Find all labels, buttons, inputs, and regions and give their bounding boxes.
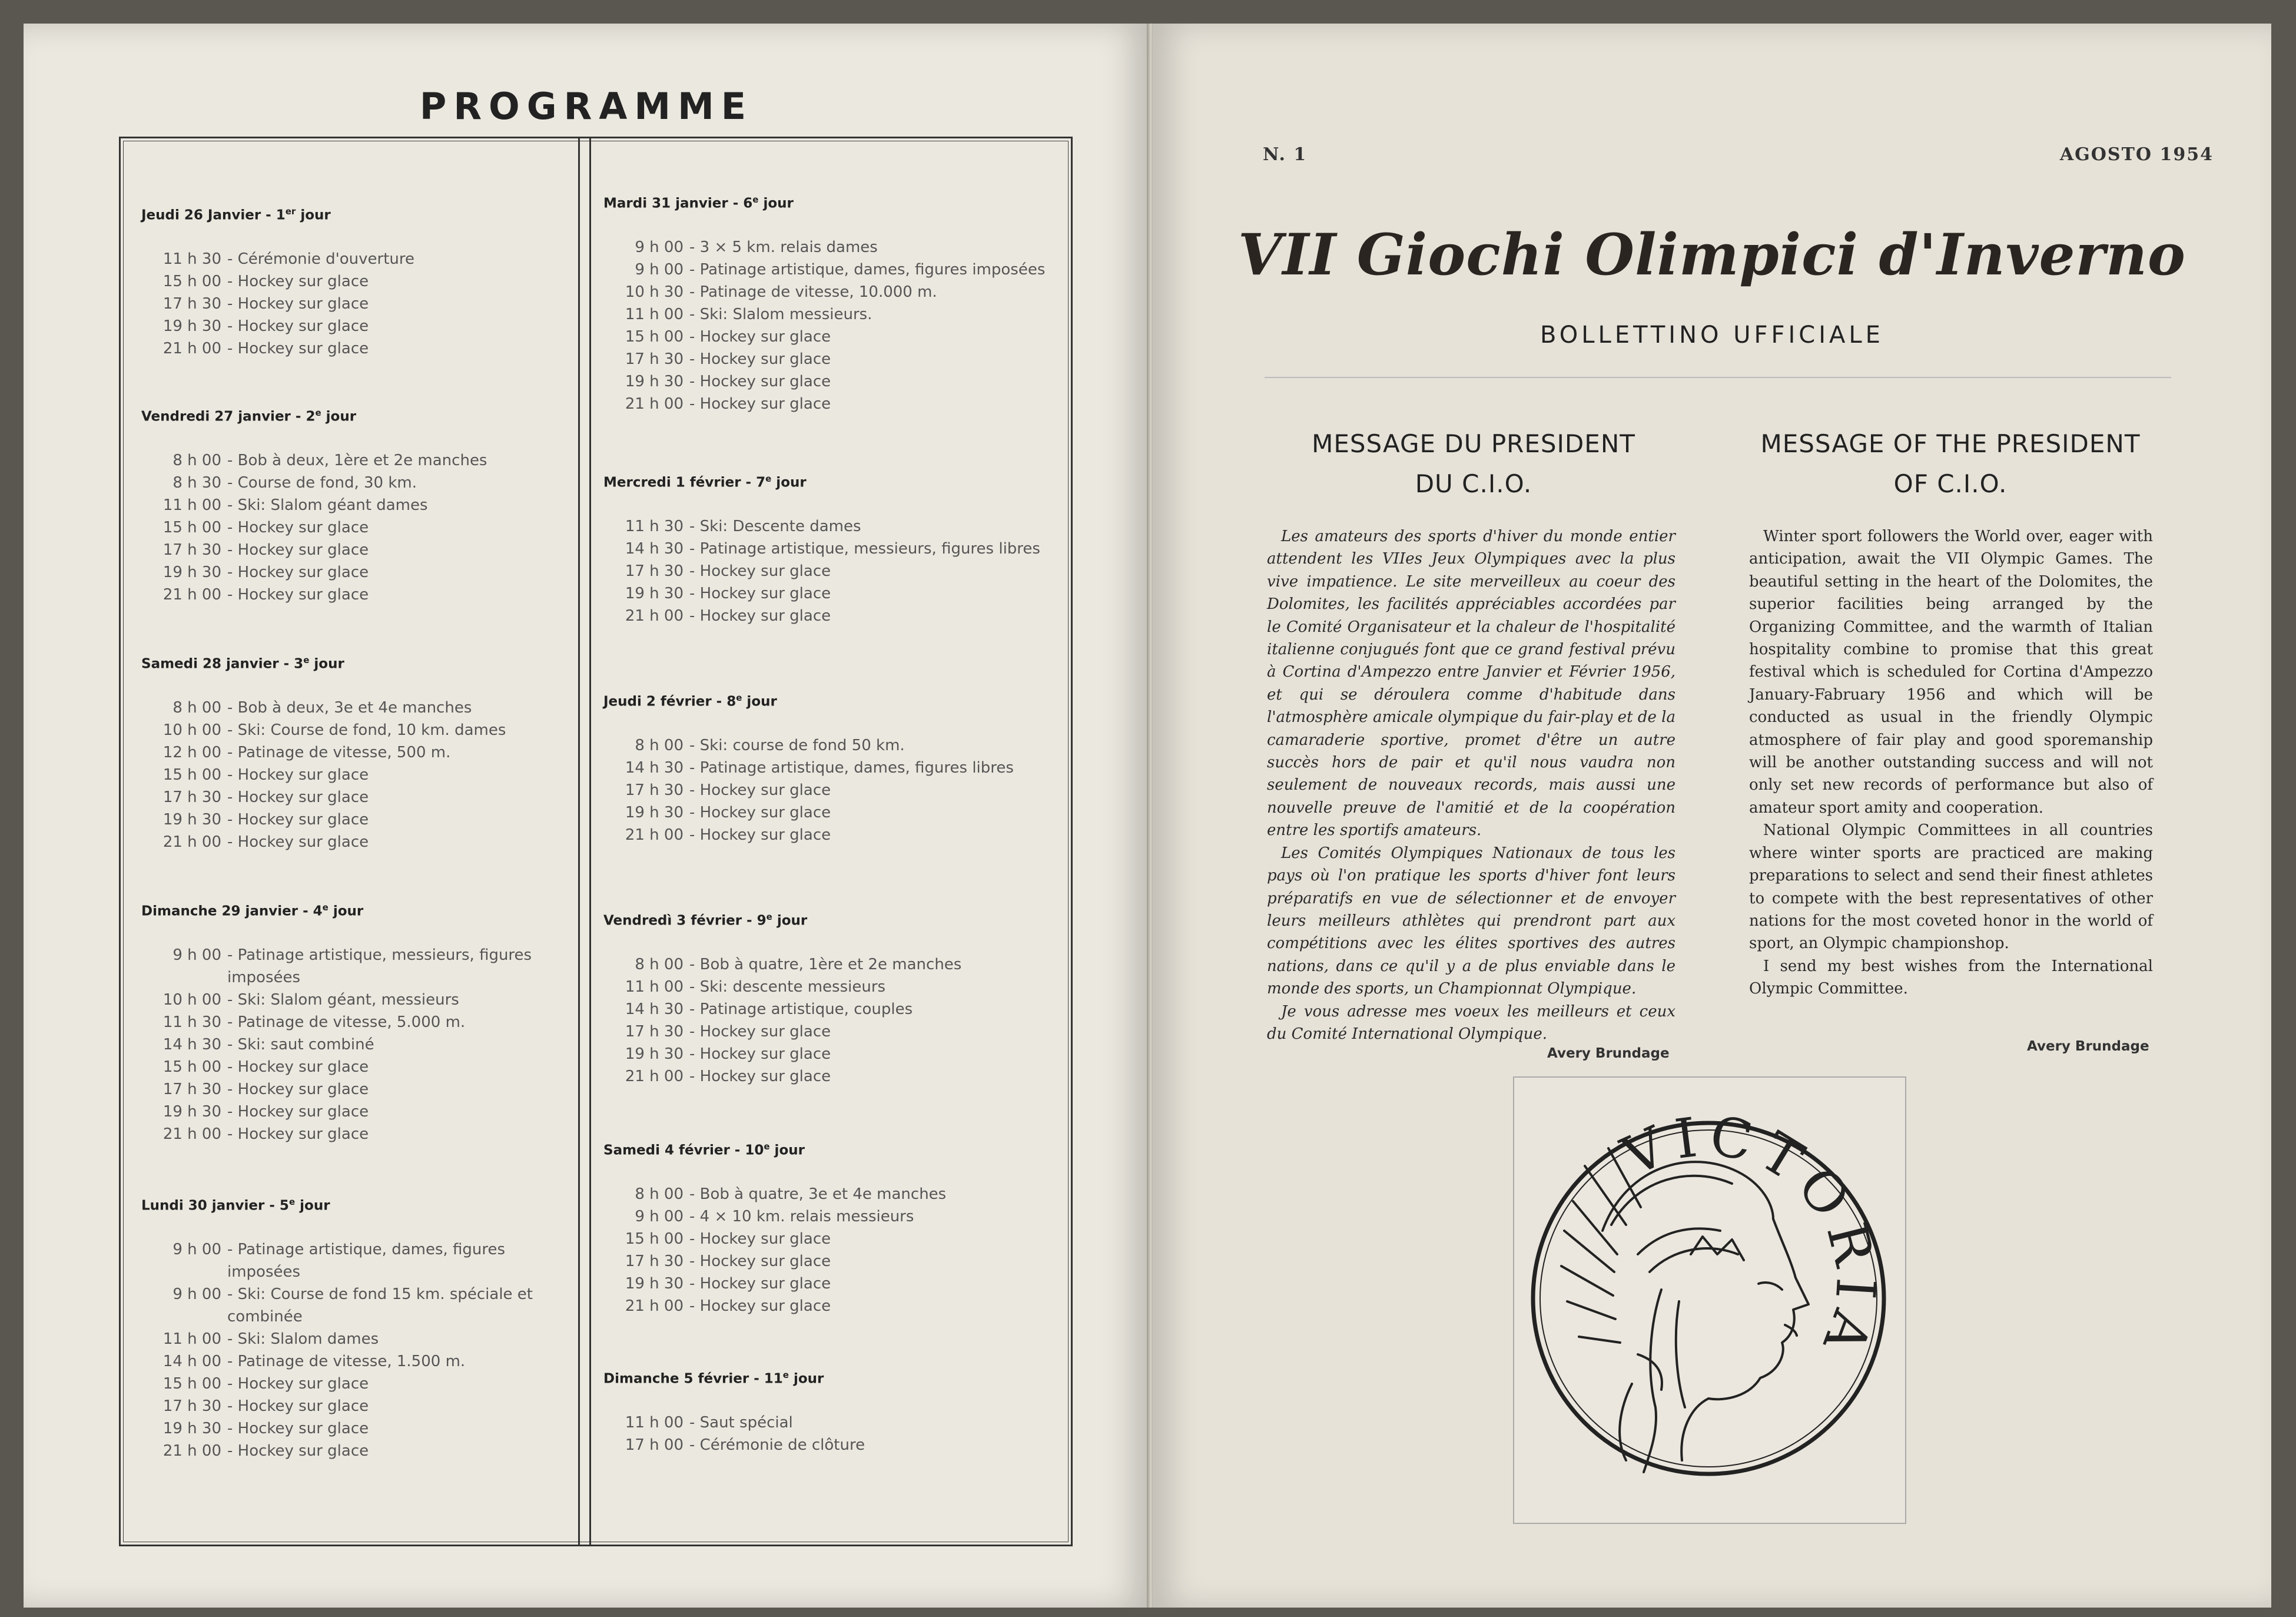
event-time: 9 h 00 (635, 260, 684, 279)
event-row (141, 1440, 565, 1462)
day-heading-label: Lundi 30 janvier - 5 (141, 1198, 289, 1214)
event-time: 8 h 00 (635, 736, 684, 754)
day-heading-ordinal: e (765, 473, 772, 484)
event-row (141, 1328, 565, 1350)
event-description: - Hockey sur glace (227, 1442, 369, 1460)
event-description: - Hockey sur glace (227, 1397, 369, 1415)
day-heading-ordinal: e (303, 655, 310, 665)
event-row (603, 976, 1051, 998)
event-row (141, 1238, 565, 1283)
message-fr-paragraph: Je vous adresse mes voeux les meilleurs et ceux du Comité International Olympique. (1267, 1002, 1675, 1043)
event-time: 11 h 00 (625, 305, 684, 323)
message-en-title-line1: MESSAGE OF THE PRESIDENT (1760, 429, 2141, 458)
day-heading-label: Vendredi 27 janvier - 2 (141, 409, 316, 425)
event-description: - Hockey sur glace (689, 584, 831, 602)
event-row (603, 515, 1051, 538)
event-time: 9 h 00 (635, 1207, 684, 1225)
event-row (603, 582, 1051, 605)
event-description: - Hockey sur glace (227, 788, 369, 806)
day-block (141, 902, 565, 1145)
event-time: 8 h 00 (635, 1185, 684, 1203)
day-block (603, 1141, 1051, 1317)
event-time: 19 h 30 (625, 372, 684, 390)
event-time: 19 h 30 (625, 803, 684, 821)
event-description: - Hockey sur glace (227, 1419, 369, 1437)
day-heading-label: Samedi 4 février - 10 (603, 1142, 764, 1158)
event-row (603, 1183, 1051, 1205)
column-divider (578, 137, 591, 1546)
day-heading-tail: jour (309, 656, 344, 672)
event-description: - Hockey sur glace (227, 541, 369, 559)
day-heading-label: Mercredi 1 février - 7 (603, 475, 766, 491)
event-row (603, 605, 1051, 627)
event-description: - Ski: Slalom dames (227, 1330, 379, 1348)
event-description: - Hockey sur glace (689, 826, 831, 844)
day-heading-tail: jour (295, 1198, 330, 1214)
event-time: 14 h 30 (162, 1035, 221, 1053)
event-description: - Cérémonie d'ouverture (227, 250, 415, 268)
event-description: - Hockey sur glace (227, 766, 369, 784)
event-row (603, 734, 1051, 757)
event-row (603, 1228, 1051, 1250)
event-time: 19 h 30 (162, 317, 221, 335)
day-block (141, 407, 565, 606)
event-description: - Hockey sur glace (227, 1102, 369, 1121)
event-time: 19 h 30 (162, 810, 221, 829)
event-row (141, 561, 565, 584)
event-description: - Ski: Descente dames (689, 517, 861, 535)
event-row (603, 824, 1051, 846)
event-time: 14 h 00 (162, 1352, 221, 1370)
event-row (603, 393, 1051, 415)
event-time: 21 h 00 (162, 585, 221, 604)
day-heading-label: Dimanche 5 février - 11 (603, 1371, 783, 1387)
event-description: - Patinage artistique, messieurs, figures imposées (227, 946, 532, 986)
event-description: - Hockey sur glace (227, 317, 369, 335)
event-time: 21 h 00 (625, 826, 684, 844)
event-time: 21 h 00 (625, 607, 684, 625)
day-heading (603, 1141, 1051, 1158)
message-fr-title-line1: MESSAGE DU PRESIDENT (1312, 429, 1635, 458)
event-description: - Bob à deux, 3e et 4e manches (227, 698, 472, 717)
event-row (141, 494, 565, 516)
event-row (603, 1020, 1051, 1043)
event-time: 11 h 00 (162, 496, 221, 514)
event-time: 8 h 00 (635, 955, 684, 973)
event-time: 14 h 30 (625, 539, 684, 558)
event-description: - Ski: Slalom géant dames (227, 496, 428, 514)
day-heading-tail: jour (321, 409, 357, 425)
event-row (603, 259, 1051, 281)
event-description: - Ski: saut combiné (227, 1035, 374, 1053)
event-description: - Hockey sur glace (227, 339, 369, 357)
day-block (141, 1197, 565, 1462)
event-row (141, 1283, 565, 1328)
event-description: - Course de fond, 30 km. (227, 473, 417, 492)
day-block (141, 655, 565, 853)
day-heading-tail: jour (769, 1142, 805, 1158)
programme-title: PROGRAMME (419, 85, 754, 128)
event-time: 19 h 30 (162, 1102, 221, 1121)
day-heading-label: Mardi 31 janvier - 6 (603, 196, 753, 211)
message-en-title (1733, 424, 2168, 504)
event-time: 17 h 30 (625, 562, 684, 580)
day-heading-label: Jeudi 2 février - 8 (603, 694, 736, 710)
event-description: - Hockey sur glace (689, 1022, 831, 1041)
event-description: - Hockey sur glace (689, 1045, 831, 1063)
message-en-paragraph: I send my best wishes from the International Olympic Committee. (1749, 957, 2153, 998)
event-row (603, 998, 1051, 1020)
event-time: 17 h 30 (162, 788, 221, 806)
event-row (603, 538, 1051, 560)
event-time: 10 h 30 (625, 283, 684, 301)
day-heading (141, 655, 565, 672)
event-time: 19 h 30 (162, 563, 221, 581)
event-time: 17 h 30 (162, 1080, 221, 1098)
event-time: 21 h 00 (625, 395, 684, 413)
message-fr-title (1256, 424, 1691, 504)
day-heading-ordinal: e (315, 407, 321, 418)
event-time: 17 h 30 (625, 781, 684, 799)
event-description: - Hockey sur glace (227, 272, 369, 290)
message-en-paragraph: Winter sport followers the World over, eager with anticipation, await the VII Olympic Games. The beautiful setting in the heart of the Dolomites, the superior facilities being arranged by the Organizing Committee, and the warmth of Italian hospitality combine to promise that this great festival which is scheduled for Cortina d'Ampezzo January-Fabruary 1956 and which will be conducted as usual in the friendly Olympic atmosphere of fair play and good sporemanship will be another outstanding success and will not only set new records of performance but also of amateur sport amity and cooperation. (1749, 528, 2153, 817)
message-en-signature: Avery Brundage (2027, 1039, 2149, 1054)
day-block (603, 912, 1051, 1088)
event-description: - Hockey sur glace (689, 372, 831, 390)
event-description: - Hockey sur glace (689, 1297, 831, 1315)
event-description: - Hockey sur glace (227, 1058, 369, 1076)
event-time: 21 h 00 (625, 1297, 684, 1315)
day-block (141, 206, 565, 360)
message-fr-paragraph: Les Comités Olympiques Nationaux de tous les pays où l'on pratique les sports d'hiver font leurs préparatifs en vue de sélectionner et de envoyer leurs meilleurs athlètes qui prendront part aux compétitions avec les élites sportives des autres nations, dans ce qu'il y a de plus enviable dans le monde des sports, un Championnat Olympique. (1267, 844, 1675, 998)
event-time: 17 h 00 (625, 1436, 684, 1454)
event-time: 19 h 30 (625, 1045, 684, 1063)
event-time: 15 h 00 (162, 766, 221, 784)
event-row (141, 741, 565, 764)
event-description: - Hockey sur glace (689, 803, 831, 821)
day-heading (141, 206, 565, 223)
event-description: - Hockey sur glace (227, 294, 369, 313)
event-time: 19 h 30 (625, 584, 684, 602)
day-heading-ordinal: e (752, 194, 759, 205)
event-time: 11 h 30 (162, 1013, 221, 1031)
event-row (141, 1417, 565, 1440)
day-heading-tail: jour (742, 694, 777, 710)
day-heading-ordinal: e (288, 1197, 296, 1207)
event-row (141, 315, 565, 337)
event-row (603, 236, 1051, 259)
day-heading (603, 473, 1051, 491)
event-time: 21 h 00 (162, 833, 221, 851)
event-time: 11 h 00 (625, 1413, 684, 1432)
event-row (141, 472, 565, 494)
coin-inscription: VICTORIA (1613, 1104, 1887, 1369)
day-heading (603, 1370, 1051, 1387)
event-time: 10 h 00 (162, 990, 221, 1009)
event-row (603, 1411, 1051, 1434)
event-description: - Hockey sur glace (227, 518, 369, 536)
event-time: 17 h 30 (625, 1252, 684, 1270)
event-time: 19 h 30 (625, 1274, 684, 1293)
day-heading-ordinal: e (736, 692, 742, 703)
message-fr-signature: Avery Brundage (1547, 1046, 1670, 1061)
event-time: 9 h 00 (172, 1240, 221, 1258)
day-heading-tail: jour (771, 475, 807, 491)
event-row (141, 764, 565, 786)
event-time: 21 h 00 (625, 1067, 684, 1085)
event-time: 10 h 00 (162, 721, 221, 739)
event-time: 11 h 30 (162, 250, 221, 268)
event-description: - Hockey sur glace (689, 350, 831, 368)
event-time: 9 h 00 (635, 238, 684, 256)
event-description: - Hockey sur glace (227, 563, 369, 581)
event-time: 15 h 00 (625, 327, 684, 346)
event-row (141, 337, 565, 360)
event-description: - Ski: Course de fond, 10 km. dames (227, 721, 506, 739)
event-row (603, 281, 1051, 303)
header-rule (1265, 377, 2171, 378)
event-row (141, 449, 565, 472)
event-row (603, 348, 1051, 370)
event-description: - Patinage artistique, couples (689, 1000, 913, 1018)
bulletin-subtitle: BOLLETTINO UFFICIALE (1540, 322, 1884, 349)
day-heading-label: Vendredì 3 février - 9 (603, 913, 767, 929)
day-heading-label: Dimanche 29 janvier - 4 (141, 903, 323, 919)
event-row (603, 801, 1051, 824)
day-block (603, 692, 1051, 846)
message-fr-paragraph: Les amateurs des sports d'hiver du monde entier attendent les VIIes Jeux Olympiques avec la plus vive impatience. Le site merveilleux au coeur des Dolomites, les facilités appréciables accordées par le Comité Organisateur et la chaleur de l'hospitalité italienne conjugués font que ce grand festival prévu à Cortina d'Ampezzo entre Janvier et Février 1956, et qui se déroulera comme d'habitude dans l'atmosphère amicale olympique du fair-play et de la camaraderie sportive, promet d'être un autre succès hors de pair et qu'il nous vaudra non seulement de nouveaux records, mais aussi une nouvelle preuve de l'amitié et de la coopération entre les sportifs amateurs. (1267, 528, 1675, 840)
event-description: - Hockey sur glace (227, 1374, 369, 1393)
event-description: - Hockey sur glace (689, 395, 831, 413)
day-heading (141, 902, 565, 919)
event-description: - Hockey sur glace (689, 607, 831, 625)
event-row (141, 270, 565, 293)
event-description: - Hockey sur glace (689, 327, 831, 346)
event-time: 17 h 30 (162, 294, 221, 313)
message-fr-body (1267, 525, 1675, 1045)
day-heading (603, 194, 1051, 211)
event-time: 21 h 00 (162, 1125, 221, 1143)
event-row (603, 779, 1051, 801)
event-time: 9 h 00 (172, 946, 221, 964)
event-description: - Patinage de vitesse, 1.500 m. (227, 1352, 466, 1370)
event-description: - Patinage artistique, dames, figures imposées (227, 1240, 506, 1281)
event-description: - Hockey sur glace (689, 781, 831, 799)
event-row (141, 1373, 565, 1395)
event-description: - Hockey sur glace (227, 810, 369, 829)
event-row (603, 1273, 1051, 1295)
event-row (603, 560, 1051, 582)
event-time: 14 h 30 (625, 1000, 684, 1018)
day-heading-ordinal: er (285, 206, 296, 217)
event-row (603, 1434, 1051, 1456)
event-row (603, 326, 1051, 348)
event-row (603, 757, 1051, 779)
event-time: 17 h 30 (162, 1397, 221, 1415)
event-row (141, 1395, 565, 1417)
event-description: - Bob à deux, 1ère et 2e manches (227, 451, 487, 469)
event-time: 21 h 00 (162, 339, 221, 357)
event-description: - Patinage artistique, dames, figures libres (689, 758, 1014, 777)
event-description: - Ski: Course de fond 15 km. spéciale et combinée (227, 1285, 533, 1326)
event-time: 14 h 30 (625, 758, 684, 777)
event-time: 11 h 00 (625, 978, 684, 996)
message-fr-title-line2: DU C.I.O. (1415, 469, 1532, 498)
event-time: 17 h 30 (625, 1022, 684, 1041)
event-row (141, 786, 565, 808)
event-time: 15 h 00 (162, 272, 221, 290)
day-heading-ordinal: e (766, 912, 772, 922)
bulletin-title: VII Giochi Olimpici d'Inverno (1238, 221, 2186, 288)
event-description: - Bob à quatre, 1ère et 2e manches (689, 955, 962, 973)
event-row (141, 516, 565, 539)
event-description: - Hockey sur glace (227, 1080, 369, 1098)
event-row (141, 1123, 565, 1145)
event-row (141, 831, 565, 853)
day-heading-ordinal: e (782, 1370, 789, 1380)
day-heading-ordinal: e (322, 902, 329, 913)
event-time: 12 h 00 (162, 743, 221, 761)
message-en-title-line2: OF C.I.O. (1893, 469, 2008, 498)
event-time: 9 h 00 (172, 1285, 221, 1303)
event-row (603, 1295, 1051, 1317)
day-heading-tail: jour (328, 903, 364, 919)
event-row (603, 303, 1051, 326)
day-heading (603, 912, 1051, 929)
day-heading-tail: jour (758, 196, 794, 211)
event-time: 17 h 30 (162, 541, 221, 559)
event-time: 19 h 30 (162, 1419, 221, 1437)
event-description: - Patinage artistique, dames, figures imposées (689, 260, 1046, 279)
event-description: - Hockey sur glace (689, 562, 831, 580)
event-row (141, 293, 565, 315)
event-row (141, 989, 565, 1011)
right-page (1153, 24, 2271, 1608)
day-heading (603, 692, 1051, 710)
day-heading-label: Jeudi 26 Janvier - 1 (141, 207, 286, 223)
day-block (603, 1370, 1051, 1456)
event-row (141, 248, 565, 270)
event-description: - Hockey sur glace (689, 1230, 831, 1248)
left-page (24, 24, 1149, 1608)
event-description: - Hockey sur glace (227, 1125, 369, 1143)
message-en-paragraph: National Olympic Committees in all countries where winter sports are practiced are making preparations to select and send their finest athletes to compete with the best representatives of other nations for the most coveted honor in the world of sport, an Olympic championshop. (1749, 821, 2153, 953)
day-heading (141, 407, 565, 425)
event-time: 15 h 00 (162, 1058, 221, 1076)
event-time: 21 h 00 (162, 1442, 221, 1460)
event-time: 8 h 30 (172, 473, 221, 492)
event-description: - Hockey sur glace (227, 585, 369, 604)
event-description: - Hockey sur glace (689, 1252, 831, 1270)
issue-date: AGOSTO 1954 (2059, 144, 2214, 165)
event-row (141, 719, 565, 741)
event-row (141, 1350, 565, 1373)
event-time: 11 h 00 (162, 1330, 221, 1348)
event-row (141, 584, 565, 606)
event-row (603, 370, 1051, 393)
day-heading-tail: jour (788, 1371, 824, 1387)
event-description: - Ski: course de fond 50 km. (689, 736, 905, 754)
event-description: - Ski: Slalom géant, messieurs (227, 990, 459, 1009)
event-time: 15 h 00 (162, 1374, 221, 1393)
event-row (141, 944, 565, 989)
event-row (141, 697, 565, 719)
event-description: - Cérémonie de clôture (689, 1436, 865, 1454)
event-description: - Hockey sur glace (689, 1067, 831, 1085)
event-row (603, 1250, 1051, 1273)
event-description: - 4 × 10 km. relais messieurs (689, 1207, 914, 1225)
message-en-body (1749, 525, 2153, 1000)
event-row (141, 1056, 565, 1078)
day-heading-ordinal: e (764, 1141, 770, 1152)
event-description: - Ski: Slalom messieurs. (689, 305, 872, 323)
event-row (141, 1078, 565, 1101)
coin-illustration-frame (1513, 1076, 1906, 1524)
event-description: - Ski: descente messieurs (689, 978, 886, 996)
event-row (141, 1033, 565, 1056)
event-description: - Hockey sur glace (227, 833, 369, 851)
event-time: 11 h 30 (625, 517, 684, 535)
event-description: - Saut spécial (689, 1413, 793, 1432)
event-description: - 3 × 5 km. relais dames (689, 238, 878, 256)
event-description: - Bob à quatre, 3e et 4e manches (689, 1185, 947, 1203)
day-heading-label: Samedi 28 janvier - 3 (141, 656, 304, 672)
event-description: - Patinage de vitesse, 10.000 m. (689, 283, 937, 301)
day-block (603, 473, 1051, 627)
event-time: 15 h 00 (162, 518, 221, 536)
event-description: - Hockey sur glace (689, 1274, 831, 1293)
event-row (141, 1101, 565, 1123)
event-row (141, 539, 565, 561)
event-row (603, 1205, 1051, 1228)
day-heading-tail: jour (772, 913, 808, 929)
event-row (141, 1011, 565, 1033)
event-row (603, 953, 1051, 976)
issue-number: N. 1 (1263, 144, 1308, 165)
victoria-coin-illustration (1514, 1078, 1905, 1523)
event-row (603, 1065, 1051, 1088)
day-heading-tail: jour (296, 207, 331, 223)
event-time: 15 h 00 (625, 1230, 684, 1248)
event-row (603, 1043, 1051, 1065)
event-description: - Patinage artistique, messieurs, figures libres (689, 539, 1040, 558)
event-row (141, 808, 565, 831)
event-description: - Patinage de vitesse, 5.000 m. (227, 1013, 466, 1031)
day-block (603, 194, 1051, 415)
event-time: 17 h 30 (625, 350, 684, 368)
event-description: - Patinage de vitesse, 500 m. (227, 743, 451, 761)
day-heading (141, 1197, 565, 1214)
event-time: 8 h 00 (172, 451, 221, 469)
event-time: 8 h 00 (172, 698, 221, 717)
